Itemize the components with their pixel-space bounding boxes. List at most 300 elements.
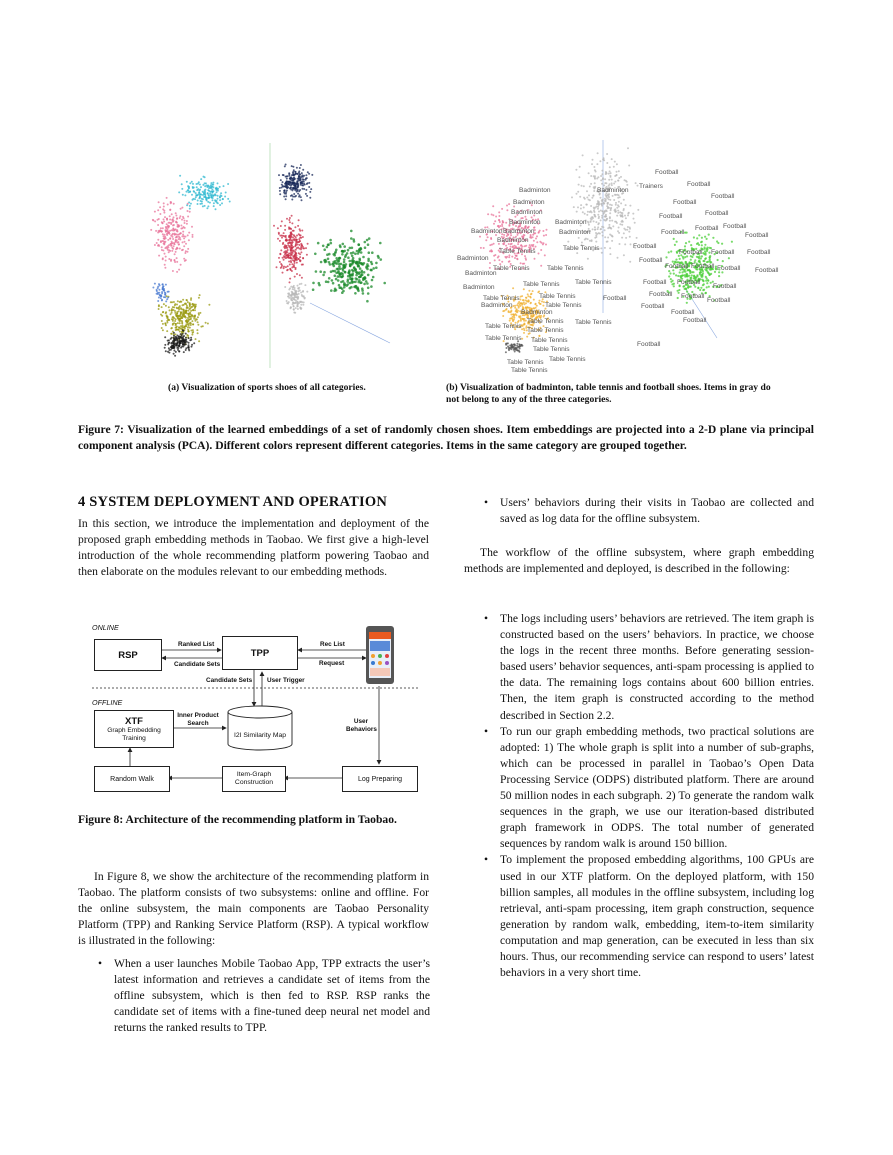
scatter-point bbox=[212, 186, 214, 188]
scatter-point bbox=[546, 229, 548, 231]
scatter-point bbox=[359, 259, 362, 262]
scatter-point bbox=[630, 243, 632, 245]
scatter-point bbox=[198, 312, 200, 314]
xtf-box bbox=[94, 710, 174, 748]
scatter-point bbox=[165, 324, 167, 326]
scatter-point bbox=[597, 228, 599, 230]
scatter-point bbox=[188, 337, 190, 339]
scatter-point-label: Badminton bbox=[555, 219, 587, 226]
scatter-point bbox=[279, 261, 281, 263]
scatter-point bbox=[298, 287, 300, 289]
scatter-point bbox=[295, 185, 297, 187]
scatter-point bbox=[601, 203, 603, 205]
scatter-point bbox=[675, 274, 677, 276]
scatter-point bbox=[304, 297, 306, 299]
scatter-point bbox=[286, 300, 288, 302]
scatter-point bbox=[179, 175, 181, 177]
scatter-point bbox=[603, 159, 605, 161]
scatter-point bbox=[681, 271, 683, 273]
scatter-point bbox=[227, 183, 229, 185]
scatter-point bbox=[508, 349, 510, 351]
scatter-point bbox=[191, 320, 193, 322]
scatter-point bbox=[357, 243, 360, 246]
scatter-point bbox=[168, 352, 170, 354]
scatter-point bbox=[303, 181, 305, 183]
scatter-point bbox=[186, 334, 188, 336]
scatter-point-label: Football bbox=[679, 249, 703, 256]
scatter-point bbox=[594, 216, 596, 218]
scatter-point bbox=[279, 240, 281, 242]
scatter-point bbox=[191, 316, 193, 318]
scatter-point bbox=[282, 186, 284, 188]
scatter-point bbox=[282, 243, 284, 245]
label-user-behaviors: User Behaviors bbox=[346, 718, 377, 733]
scatter-point bbox=[297, 193, 299, 195]
log-preparing-box: Log Preparing bbox=[342, 766, 418, 792]
scatter-point bbox=[540, 265, 542, 267]
scatter-point bbox=[702, 284, 704, 286]
scatter-point bbox=[185, 347, 187, 349]
scatter-point bbox=[163, 240, 165, 242]
scatter-point bbox=[289, 241, 291, 243]
scatter-point bbox=[189, 182, 191, 184]
scatter-point bbox=[690, 259, 692, 261]
scatter-point bbox=[511, 318, 513, 320]
scatter-point bbox=[163, 202, 165, 204]
scatter-point bbox=[192, 331, 194, 333]
scatter-point bbox=[305, 193, 307, 195]
scatter-point bbox=[300, 243, 302, 245]
scatter-point bbox=[173, 317, 175, 319]
scatter-point bbox=[625, 204, 627, 206]
scatter-point bbox=[173, 342, 175, 344]
list-item: • To run our graph embedding methods, two practical solutions are adopted: 1) The whole graph is split into a number of sub-graphs, which can be processed in parallel in Taobao’s Open Data Processing Service (ODPS) distributed platform. There are around 50 million nodes in each subgraph. 2) To generate the random walk sequences in the graph, we use our iteration-based distributed graph framework in ODPS. The total number of generated sequences by random walk is around 150 billion. bbox=[484, 724, 814, 851]
scatter-point bbox=[217, 198, 219, 200]
scatter-point bbox=[487, 236, 489, 238]
scatter-point bbox=[150, 229, 152, 231]
scatter-point bbox=[298, 290, 300, 292]
scatter-point bbox=[621, 212, 623, 214]
scatter-point bbox=[175, 329, 177, 331]
scatter-point bbox=[292, 166, 294, 168]
scatter-point bbox=[296, 296, 298, 298]
scatter-point bbox=[158, 297, 160, 299]
scatter-point bbox=[351, 269, 354, 272]
scatter-point bbox=[167, 297, 169, 299]
scatter-point bbox=[303, 301, 305, 303]
scatter-point bbox=[290, 261, 292, 263]
scatter-point bbox=[611, 182, 613, 184]
scatter-point bbox=[610, 209, 612, 211]
scatter-point bbox=[217, 202, 219, 204]
i2i-label: I2I Similarity Map bbox=[233, 732, 287, 739]
scatter-point-label: Football bbox=[603, 295, 627, 302]
scatter-point-label: Football bbox=[649, 291, 673, 298]
scatter-point bbox=[284, 229, 286, 231]
scatter-point bbox=[489, 250, 491, 252]
scatter-point bbox=[187, 251, 189, 253]
scatter-point-label: Table Tennis bbox=[483, 295, 520, 302]
scatter-point bbox=[625, 217, 627, 219]
scatter-point bbox=[156, 242, 158, 244]
scatter-point-label: Football bbox=[711, 249, 735, 256]
scatter-point bbox=[176, 236, 178, 238]
scatter-point bbox=[627, 212, 629, 214]
scatter-point bbox=[158, 245, 160, 247]
scatter-point bbox=[618, 170, 620, 172]
scatter-point bbox=[164, 296, 166, 298]
scatter-point bbox=[181, 338, 183, 340]
scatter-point bbox=[626, 181, 628, 183]
scatter-point bbox=[508, 347, 510, 349]
scatter-point bbox=[200, 186, 202, 188]
scatter-point bbox=[330, 242, 333, 245]
scatter-point bbox=[528, 290, 530, 292]
scatter-point bbox=[280, 249, 282, 251]
scatter-point bbox=[705, 276, 707, 278]
scatter-point bbox=[215, 208, 217, 210]
scatter-point bbox=[634, 222, 636, 224]
scatter-point bbox=[156, 290, 158, 292]
scatter-point bbox=[591, 163, 593, 165]
scatter-point bbox=[182, 304, 184, 306]
scatter-point bbox=[693, 275, 695, 277]
scatter-point bbox=[207, 323, 209, 325]
scatter-point bbox=[166, 298, 168, 300]
scatter-point bbox=[501, 223, 503, 225]
scatter-point bbox=[185, 337, 187, 339]
scatter-point bbox=[524, 245, 526, 247]
scatter-point bbox=[703, 260, 705, 262]
scatter-point bbox=[178, 315, 180, 317]
scatter-point bbox=[590, 220, 592, 222]
scatter-point bbox=[202, 184, 204, 186]
scatter-point bbox=[339, 244, 342, 247]
scatter-point-label: Football bbox=[637, 341, 661, 348]
scatter-point bbox=[509, 320, 511, 322]
scatter-point bbox=[541, 301, 543, 303]
scatter-point bbox=[684, 256, 686, 258]
scatter-point bbox=[501, 225, 503, 227]
scatter-point bbox=[590, 205, 592, 207]
scatter-point bbox=[286, 251, 288, 253]
scatter-point-label: Football bbox=[641, 303, 665, 310]
scatter-point bbox=[190, 337, 192, 339]
scatter-point bbox=[223, 185, 225, 187]
scatter-point bbox=[520, 244, 522, 246]
scatter-point bbox=[342, 265, 345, 268]
scatter-point bbox=[598, 211, 600, 213]
scatter-point bbox=[594, 182, 596, 184]
scatter-point bbox=[181, 207, 183, 209]
scatter-point bbox=[279, 193, 281, 195]
scatter-point bbox=[166, 330, 168, 332]
scatter-point bbox=[188, 187, 190, 189]
scatter-point bbox=[608, 173, 610, 175]
scatter-point bbox=[288, 219, 290, 221]
label-ranked-list: Ranked List bbox=[178, 641, 215, 648]
scatter-point bbox=[227, 198, 229, 200]
scatter-point bbox=[607, 241, 609, 243]
scatter-point bbox=[169, 309, 171, 311]
scatter-point bbox=[291, 215, 293, 217]
scatter-point bbox=[195, 318, 197, 320]
scatter-point bbox=[203, 176, 205, 178]
scatter-point bbox=[329, 263, 332, 266]
scatter-point bbox=[177, 347, 179, 349]
scatter-point bbox=[506, 347, 508, 349]
scatter-point bbox=[521, 304, 523, 306]
scatter-point bbox=[302, 176, 304, 178]
scatter-point-label: Football bbox=[713, 283, 737, 290]
scatter-point bbox=[684, 288, 686, 290]
scatter-point bbox=[221, 195, 223, 197]
scatter-point bbox=[490, 238, 492, 240]
scatter-point bbox=[222, 198, 224, 200]
scatter-point bbox=[619, 214, 621, 216]
scatter-point bbox=[187, 234, 189, 236]
scatter-point bbox=[163, 218, 165, 220]
scatter-point bbox=[576, 193, 578, 195]
scatter-point bbox=[326, 246, 329, 249]
scatter-point bbox=[161, 299, 163, 301]
scatter-point bbox=[340, 286, 343, 289]
scatter-point bbox=[618, 177, 620, 179]
scatter-point bbox=[158, 308, 160, 310]
scatter-point bbox=[610, 227, 612, 229]
scatter-point bbox=[173, 309, 175, 311]
scatter-point bbox=[159, 213, 161, 215]
scatter-point bbox=[197, 324, 199, 326]
scatter-point bbox=[163, 243, 165, 245]
scatter-point bbox=[284, 189, 286, 191]
scatter-point bbox=[523, 332, 525, 334]
scatter-point bbox=[295, 253, 297, 255]
scatter-point bbox=[579, 166, 581, 168]
scatter-point bbox=[216, 191, 218, 193]
scatter-point bbox=[337, 275, 340, 278]
scatter-point bbox=[189, 211, 191, 213]
scatter-point bbox=[693, 236, 695, 238]
scatter-point bbox=[182, 194, 184, 196]
scatter-point bbox=[618, 201, 620, 203]
scatter-point bbox=[205, 197, 207, 199]
scatter-point bbox=[609, 247, 611, 249]
scatter-point bbox=[665, 256, 667, 258]
scatter-point bbox=[596, 163, 598, 165]
scatter-point bbox=[337, 268, 340, 271]
scatter-point bbox=[295, 239, 297, 241]
scatter-point bbox=[171, 342, 173, 344]
scatter-point-label: Football bbox=[665, 263, 689, 270]
scatter-point bbox=[514, 307, 516, 309]
scatter-point bbox=[177, 247, 179, 249]
scatter-point bbox=[308, 182, 310, 184]
scatter-point bbox=[578, 176, 580, 178]
scatter-point bbox=[541, 242, 543, 244]
scatter-point bbox=[323, 271, 326, 274]
scatter-point bbox=[199, 184, 201, 186]
scatter-point bbox=[290, 239, 292, 241]
scatter-point bbox=[163, 212, 165, 214]
scatter-point bbox=[211, 196, 213, 198]
scatter-point bbox=[624, 215, 626, 217]
scatter-point bbox=[530, 297, 532, 299]
scatter-point bbox=[289, 234, 291, 236]
scatter-point bbox=[285, 266, 287, 268]
scatter-point bbox=[284, 286, 286, 288]
scatter-point bbox=[172, 218, 174, 220]
scatter-point bbox=[219, 196, 221, 198]
scatter-point bbox=[668, 251, 670, 253]
xtf-title: XTF bbox=[125, 715, 143, 727]
scatter-point bbox=[185, 349, 187, 351]
scatter-point bbox=[166, 317, 168, 319]
scatter-point bbox=[164, 322, 166, 324]
scatter-point bbox=[295, 255, 297, 257]
scatter-point bbox=[158, 292, 160, 294]
scatter-point bbox=[519, 303, 521, 305]
scatter-point bbox=[161, 327, 163, 329]
scatter-point bbox=[506, 209, 508, 211]
scatter-point bbox=[170, 259, 172, 261]
scatter-point bbox=[617, 180, 619, 182]
scatter-point bbox=[534, 258, 536, 260]
scatter-point bbox=[284, 235, 286, 237]
scatter-point bbox=[607, 227, 609, 229]
scatter-point bbox=[583, 197, 585, 199]
scatter-point bbox=[615, 204, 617, 206]
scatter-point bbox=[348, 272, 351, 275]
scatter-point bbox=[367, 258, 370, 261]
scatter-point bbox=[367, 287, 370, 290]
scatter-point bbox=[707, 271, 709, 273]
scatter-point bbox=[620, 202, 622, 204]
scatter-point bbox=[627, 147, 629, 149]
scatter-point bbox=[288, 228, 290, 230]
scatter-point-label: Table Tennis bbox=[575, 319, 612, 326]
scatter-point bbox=[178, 327, 180, 329]
scatter-point bbox=[199, 294, 201, 296]
scatter-point bbox=[602, 199, 604, 201]
scatter-point bbox=[629, 205, 631, 207]
scatter-point bbox=[289, 268, 291, 270]
scatter-point bbox=[291, 266, 293, 268]
scatter-point bbox=[351, 255, 354, 258]
scatter-point bbox=[335, 289, 338, 292]
scatter-point bbox=[173, 242, 175, 244]
scatter-point bbox=[289, 278, 291, 280]
scatter-point bbox=[195, 304, 197, 306]
scatter-point bbox=[188, 191, 190, 193]
scatter-point bbox=[363, 262, 366, 265]
scatter-point bbox=[608, 224, 610, 226]
scatter-point bbox=[188, 232, 190, 234]
scatter-point bbox=[628, 231, 630, 233]
scatter-point bbox=[170, 338, 172, 340]
scatter-point bbox=[183, 351, 185, 353]
scatter-point bbox=[294, 262, 296, 264]
scatter-point bbox=[627, 214, 629, 216]
scatter-point bbox=[159, 284, 161, 286]
scatter-point bbox=[185, 250, 187, 252]
scatter-point bbox=[706, 238, 708, 240]
scatter-point bbox=[172, 221, 174, 223]
scatter-point bbox=[300, 182, 302, 184]
scatter-point bbox=[289, 281, 291, 283]
scatter-point bbox=[291, 270, 293, 272]
scatter-point bbox=[295, 236, 297, 238]
scatter-point-label: Badminton bbox=[519, 187, 551, 194]
scatter-point bbox=[605, 219, 607, 221]
scatter-point bbox=[190, 310, 192, 312]
scatter-point bbox=[185, 310, 187, 312]
scatter-point bbox=[717, 259, 719, 261]
scatter-point bbox=[309, 197, 311, 199]
scatter-point bbox=[202, 205, 204, 207]
scatter-point bbox=[219, 204, 221, 206]
scatter-point bbox=[179, 342, 181, 344]
scatter-point bbox=[498, 215, 500, 217]
scatter-point bbox=[327, 258, 330, 261]
scatter-point bbox=[612, 236, 614, 238]
xtf-subtitle: Graph Embedding Training bbox=[107, 726, 161, 742]
scatter-point bbox=[325, 260, 328, 263]
scatter-point bbox=[603, 203, 605, 205]
scatter-point bbox=[283, 191, 285, 193]
scatter-point bbox=[168, 291, 170, 293]
scatter-point bbox=[193, 318, 195, 320]
scatter-point bbox=[192, 323, 194, 325]
scatter-point bbox=[305, 189, 307, 191]
scatter-point bbox=[180, 317, 182, 319]
scatter-point bbox=[501, 208, 503, 210]
scatter-point bbox=[543, 235, 545, 237]
section-heading: 4 SYSTEM DEPLOYMENT AND OPERATION bbox=[78, 494, 387, 510]
scatter-point bbox=[608, 198, 610, 200]
scatter-point bbox=[178, 338, 180, 340]
scatter-point bbox=[177, 317, 179, 319]
scatter-point bbox=[602, 177, 604, 179]
scatter-point bbox=[161, 320, 163, 322]
scatter-point bbox=[161, 221, 163, 223]
scatter-point bbox=[588, 172, 590, 174]
scatter-point bbox=[604, 236, 606, 238]
scatter-point bbox=[356, 286, 359, 289]
scatter-point-label: Football bbox=[723, 223, 747, 230]
scatter-point-label: Table Tennis bbox=[485, 323, 522, 330]
scatter-point bbox=[169, 233, 171, 235]
scatter-point bbox=[187, 301, 189, 303]
scatter-point bbox=[212, 184, 214, 186]
scatter-point bbox=[183, 340, 185, 342]
scatter-point-label: Football bbox=[691, 263, 715, 270]
scatter-point bbox=[485, 239, 487, 241]
scatter-point bbox=[162, 283, 164, 285]
scatter-point bbox=[286, 245, 288, 247]
scatter-point bbox=[608, 207, 610, 209]
scatter-point bbox=[183, 235, 185, 237]
scatter-point bbox=[215, 187, 217, 189]
scatter-point bbox=[614, 181, 616, 183]
scatter-point bbox=[617, 204, 619, 206]
scatter-point bbox=[164, 294, 166, 296]
scatter-point bbox=[171, 247, 173, 249]
scatter-point bbox=[593, 210, 595, 212]
scatter-point bbox=[311, 174, 313, 176]
scatter-point bbox=[579, 196, 581, 198]
scatter-point bbox=[294, 171, 296, 173]
